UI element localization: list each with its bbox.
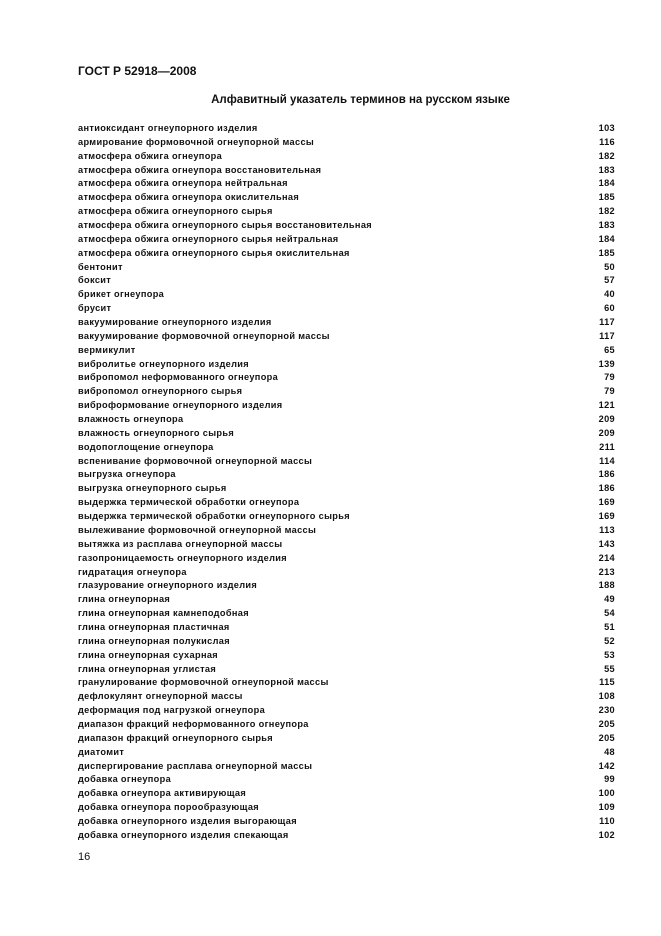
index-term: антиоксидант огнеупорного изделия	[78, 123, 258, 133]
index-term: добавка огнеупора активирующая	[78, 788, 247, 799]
index-entry	[78, 219, 615, 233]
index-page-ref: 57	[604, 275, 615, 286]
index-page-ref: 99	[604, 774, 615, 785]
index-page-ref: 52	[604, 635, 615, 646]
index-page-ref: 108	[598, 691, 615, 702]
index-entry	[78, 621, 615, 635]
index-entry	[78, 649, 615, 663]
index-page-ref: 51	[604, 621, 615, 632]
index-page-ref: 182	[598, 206, 615, 217]
index-term: выдержка термической обработки огнеупорного сырья	[78, 511, 350, 522]
index-entry	[78, 344, 615, 358]
index-entry	[78, 829, 615, 843]
index-term: брикет огнеупора	[78, 289, 165, 300]
index-term: вибропомол огнеупорного сырья	[78, 386, 243, 397]
index-entry	[78, 164, 615, 178]
index-entry	[78, 482, 615, 496]
index-page-ref: 50	[604, 261, 615, 272]
index-page-ref: 205	[598, 732, 615, 743]
index-page-ref: 79	[604, 372, 615, 383]
index-term: выгрузка огнеупора	[78, 469, 176, 480]
index-page-ref: 185	[598, 247, 615, 258]
index-entry	[78, 815, 615, 829]
index-page-ref: 116	[599, 136, 615, 147]
index-page-ref: 110	[599, 815, 615, 826]
page-number: 16	[78, 851, 91, 863]
index-entry	[78, 385, 615, 399]
index-term: боксит	[78, 275, 112, 286]
index-entry	[78, 635, 615, 649]
index-page-ref: 60	[604, 303, 615, 314]
index-term: добавка огнеупора	[78, 774, 172, 785]
index-entry	[78, 316, 615, 330]
index-entry	[78, 330, 615, 344]
index-page-ref: 230	[598, 705, 615, 716]
index-entry	[78, 233, 615, 247]
index-entry	[78, 732, 615, 746]
index-page-ref: 114	[599, 455, 615, 466]
index-page-ref: 115	[599, 677, 615, 688]
index-entry	[78, 704, 615, 718]
index-entry	[78, 510, 615, 524]
index-term: газопроницаемость огнеупорного изделия	[78, 552, 287, 563]
index-page-ref: 117	[599, 330, 615, 341]
index-entry	[78, 261, 615, 275]
index-page-ref: 169	[598, 511, 615, 522]
index-term: атмосфера обжига огнеупорного сырья окислительная	[78, 247, 350, 258]
index-entry	[78, 427, 615, 441]
index-term: диапазон фракций неформованного огнеупора	[78, 718, 309, 729]
index-term: атмосфера обжига огнеупора нейтральная	[78, 178, 288, 189]
index-term: диатомит	[78, 746, 125, 757]
index-entry	[78, 801, 615, 815]
index-page-ref: 142	[598, 760, 615, 771]
index-page-ref: 121	[598, 400, 615, 411]
index-page-ref: 139	[598, 358, 615, 369]
index-entry	[78, 552, 615, 566]
index-page-ref: 183	[598, 164, 615, 175]
index-entry	[78, 773, 615, 787]
index-page-ref: 54	[604, 608, 615, 619]
index-entry	[78, 441, 615, 455]
index-term: добавка огнеупорного изделия спекающая	[78, 829, 289, 840]
index-page-ref: 102	[598, 829, 615, 840]
index-term: глина огнеупорная пластичная	[78, 621, 230, 632]
index-page-ref: 113	[599, 524, 615, 535]
index-entry	[78, 663, 615, 677]
index-term: атмосфера обжига огнеупора окислительная	[78, 192, 300, 203]
index-entry	[78, 136, 615, 150]
index-term: глазурование огнеупорного изделия	[78, 580, 258, 591]
index-entry	[78, 760, 615, 774]
index-term: выдержка термической обработки огнеупора	[78, 497, 300, 508]
index-term: атмосфера обжига огнеупорного сырья нейтральная	[78, 233, 339, 244]
index-entry	[78, 593, 615, 607]
index-page-ref: 183	[598, 220, 615, 231]
index-term: вылеживание формовочной огнеупорной массы	[78, 524, 317, 535]
index-entry	[78, 288, 615, 302]
index-term: гранулирование формовочной огнеупорной массы	[78, 677, 329, 688]
index-page-ref: 40	[604, 289, 615, 300]
index-page-ref: 79	[604, 386, 615, 397]
index-term: вакуумирование формовочной огнеупорной массы	[78, 330, 330, 341]
index-term: дефлокулянт огнеупорной массы	[78, 691, 243, 702]
index-page-ref: 185	[598, 192, 615, 203]
index-page-ref: 109	[598, 802, 615, 813]
index-term: диспергирование расплава огнеупорной массы	[78, 760, 313, 771]
index-page-ref: 184	[598, 233, 615, 244]
index-term: армирование формовочной огнеупорной массы	[78, 136, 315, 147]
index-page-ref: 103	[598, 123, 615, 133]
index-entry	[78, 690, 615, 704]
index-term: вермикулит	[78, 344, 136, 355]
term-index-list	[78, 122, 615, 843]
index-term: атмосфера обжига огнеупорного сырья	[78, 206, 273, 217]
index-page-ref: 55	[604, 663, 615, 674]
index-term: атмосфера обжига огнеупора восстановительная	[78, 164, 322, 175]
index-page-ref: 209	[598, 427, 615, 438]
index-term: глина огнеупорная камнеподобная	[78, 608, 249, 619]
index-entry	[78, 455, 615, 469]
index-term: выгрузка огнеупорного сырья	[78, 483, 227, 494]
index-page-ref: 188	[598, 580, 615, 591]
index-entry	[78, 579, 615, 593]
index-page-ref: 65	[604, 344, 615, 355]
index-term: добавка огнеупорного изделия выгорающая	[78, 815, 297, 826]
index-entry	[78, 247, 615, 261]
index-entry	[78, 177, 615, 191]
index-term: диапазон фракций огнеупорного сырья	[78, 732, 273, 743]
index-term: деформация под нагрузкой огнеупора	[78, 705, 266, 716]
index-term: вспенивание формовочной огнеупорной массы	[78, 455, 313, 466]
index-page-ref: 184	[598, 178, 615, 189]
index-term: виброформование огнеупорного изделия	[78, 400, 283, 411]
index-page-ref: 143	[598, 538, 615, 549]
index-page-ref: 211	[599, 441, 615, 452]
index-entry	[78, 399, 615, 413]
index-term: брусит	[78, 303, 112, 314]
index-page-ref: 186	[598, 469, 615, 480]
index-term: атмосфера обжига огнеупорного сырья восстановительная	[78, 220, 372, 231]
index-page-ref: 48	[604, 746, 615, 757]
index-entry	[78, 524, 615, 538]
index-entry	[78, 205, 615, 219]
index-entry	[78, 371, 615, 385]
index-entry	[78, 413, 615, 427]
index-entry	[78, 676, 615, 690]
index-page-ref: 49	[604, 594, 615, 605]
index-page-ref: 182	[598, 150, 615, 161]
index-entry	[78, 538, 615, 552]
index-entry	[78, 496, 615, 510]
index-entry	[78, 746, 615, 760]
index-entry	[78, 566, 615, 580]
document-code: ГОСТ Р 52918—2008	[78, 64, 197, 78]
index-term: влажность огнеупора	[78, 414, 184, 425]
index-term: гидратация огнеупора	[78, 566, 187, 577]
index-entry	[78, 787, 615, 801]
index-page-ref: 53	[604, 649, 615, 660]
index-page-ref: 186	[598, 483, 615, 494]
index-term: глина огнеупорная сухарная	[78, 649, 219, 660]
page-title: Алфавитный указатель терминов на русском языке	[211, 94, 510, 106]
index-page-ref: 214	[598, 552, 615, 563]
index-entry	[78, 468, 615, 482]
index-page-ref: 117	[599, 317, 615, 328]
index-entry	[78, 607, 615, 621]
index-term: водопоглощение огнеупора	[78, 441, 214, 452]
index-term: атмосфера обжига огнеупора	[78, 150, 223, 161]
index-entry	[78, 150, 615, 164]
index-term: вибролитье огнеупорного изделия	[78, 358, 250, 369]
index-entry	[78, 718, 615, 732]
index-term: бентонит	[78, 261, 123, 272]
index-term: добавка огнеупора порообразующая	[78, 802, 259, 813]
index-entry	[78, 122, 615, 136]
index-page-ref: 100	[598, 788, 615, 799]
index-term: глина огнеупорная углистая	[78, 663, 217, 674]
index-page-ref: 205	[598, 718, 615, 729]
index-term: глина огнеупорная	[78, 594, 171, 605]
index-page-ref: 213	[598, 566, 615, 577]
index-term: влажность огнеупорного сырья	[78, 427, 235, 438]
index-entry	[78, 274, 615, 288]
index-page-ref: 169	[598, 497, 615, 508]
index-term: вибропомол неформованного огнеупора	[78, 372, 279, 383]
index-term: вытяжка из расплава огнеупорной массы	[78, 538, 283, 549]
index-entry	[78, 302, 615, 316]
index-page-ref: 209	[598, 414, 615, 425]
index-entry	[78, 191, 615, 205]
index-term: глина огнеупорная полукислая	[78, 635, 230, 646]
index-term: вакуумирование огнеупорного изделия	[78, 317, 272, 328]
index-entry	[78, 358, 615, 372]
